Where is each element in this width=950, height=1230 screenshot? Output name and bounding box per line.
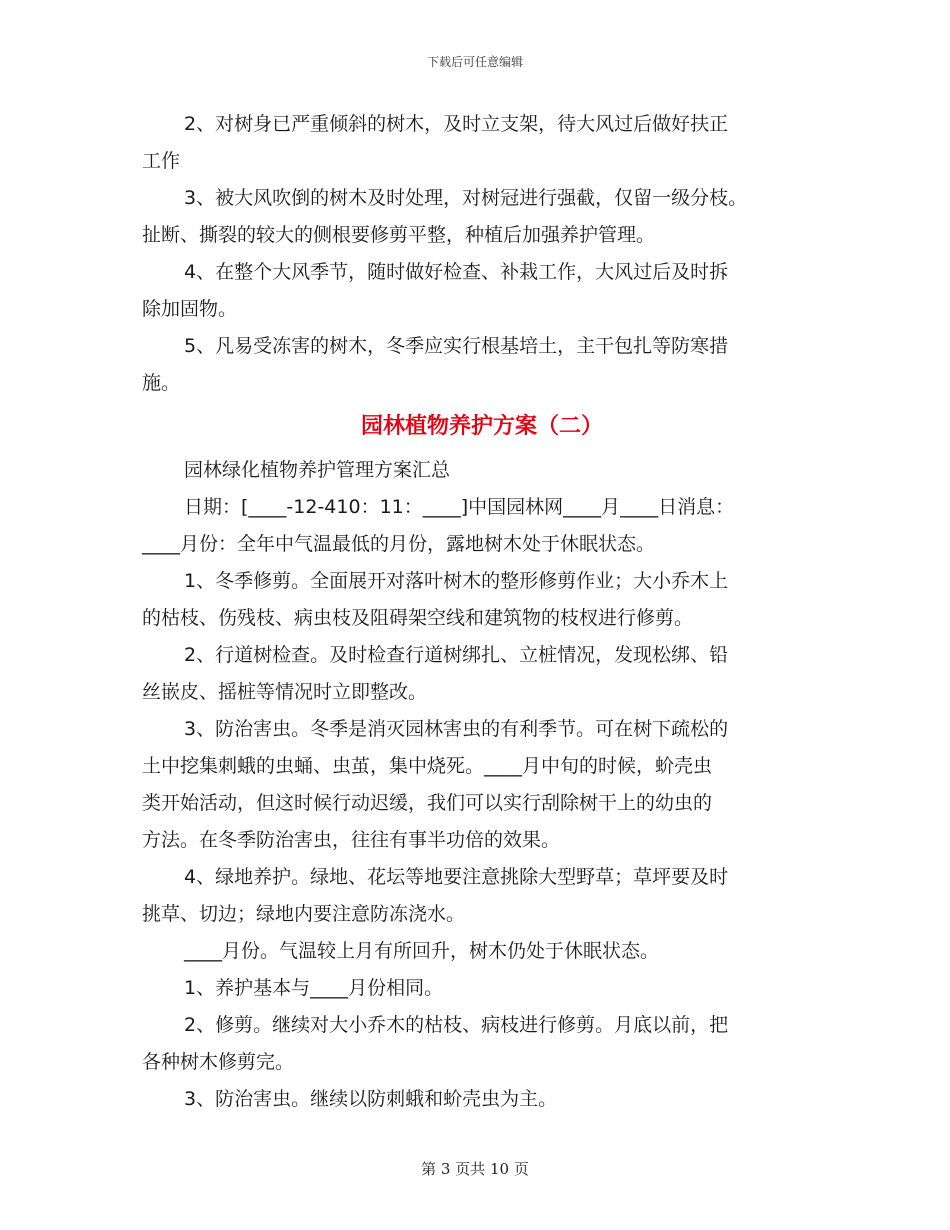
text-line: 3、被大风吹倒的树木及时处理，对树冠进行强截，仅留一级分枝。 — [184, 187, 748, 209]
text-line: 4、绿地养护。绿地、花坛等地要注意挑除大型野草；草坪要及时 — [184, 866, 729, 888]
page-header: 下载后可任意编辑 — [426, 55, 523, 69]
section-heading: 园林植物养护方案（二） — [360, 414, 603, 439]
text-line: 2、行道树检查。及时检查行道树绑扎、立桩情况，发现松绑、铅 — [184, 644, 729, 666]
text-line: ____月份：全年中气温最低的月份，露地树木处于休眠状态。 — [142, 533, 656, 555]
section-2 — [142, 452, 822, 1118]
text-line: 日期：[____-12-410：11：____]中国园林网____月____日消息： — [184, 496, 735, 518]
text-line: 施。 — [142, 372, 181, 394]
page-footer: 第 3 页共 10 页 — [421, 1160, 529, 1178]
text-line: 挑草、切边；绿地内要注意防冻浇水。 — [142, 903, 466, 925]
text-line: 2、修剪。继续对大小乔木的枯枝、病枝进行修剪。月底以前，把 — [184, 1014, 729, 1036]
text-line: 除加固物。 — [142, 298, 238, 320]
text-line: ____月份。气温较上月有所回升，树木仍处于休眠状态。 — [184, 940, 660, 962]
text-line: 扯断、撕裂的较大的侧根要修剪平整，种植后加强养护管理。 — [142, 224, 656, 246]
text-line: 类开始活动，但这时候行动迟缓，我们可以实行刮除树干上的幼虫的 — [142, 792, 713, 814]
section-1 — [142, 106, 822, 402]
text-line: 土中挖集刺蛾的虫蛹、虫茧，集中烧死。____月中旬的时候，蚧壳虫 — [142, 755, 713, 777]
text-line: 各种树木修剪完。 — [142, 1051, 295, 1073]
text-line: 4、在整个大风季节，随时做好检查、补栽工作，大风过后及时拆 — [184, 261, 729, 283]
text-line: 3、防治害虫。继续以防刺蛾和蚧壳虫为主。 — [184, 1088, 558, 1110]
text-line: 园林绿化植物养护管理方案汇总 — [184, 459, 451, 481]
text-line: 的枯枝、伤残枝、病虫枝及阻碍架空线和建筑物的枝杈进行修剪。 — [142, 607, 694, 629]
text-line: 方法。在冬季防治害虫，往往有事半功倍的效果。 — [142, 829, 561, 851]
document-body — [142, 106, 822, 1118]
text-line: 丝嵌皮、摇桩等情况时立即整改。 — [142, 681, 428, 703]
text-line: 5、凡易受冻害的树木，冬季应实行根基培土，主干包扎等防寒措 — [184, 335, 729, 357]
text-line: 3、防治害虫。冬季是消灭园林害虫的有利季节。可在树下疏松的 — [184, 718, 729, 740]
text-line: 1、养护基本与____月份相同。 — [184, 977, 444, 999]
text-line: 2、对树身已严重倾斜的树木，及时立支架，待大风过后做好扶正 — [184, 113, 729, 135]
text-line: 工作 — [142, 150, 181, 172]
text-line: 1、冬季修剪。全面展开对落叶树木的整形修剪作业；大小乔木上 — [184, 570, 729, 592]
